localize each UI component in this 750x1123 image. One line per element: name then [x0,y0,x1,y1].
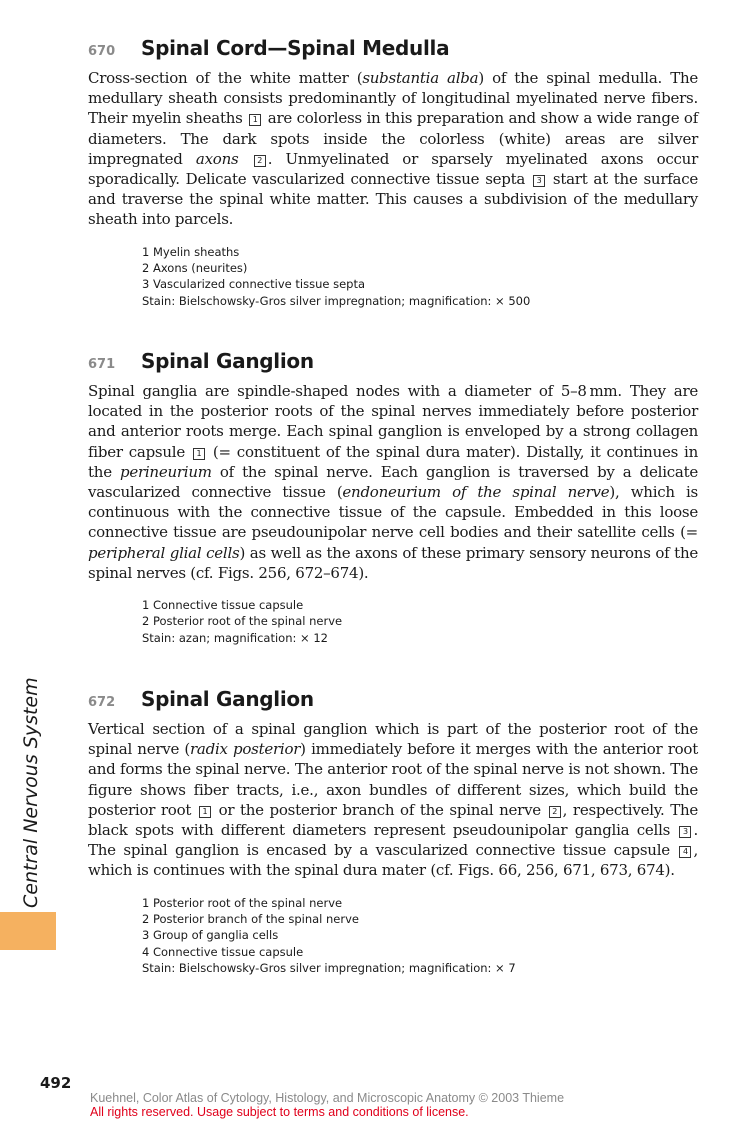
figure-number: 670 [88,44,116,59]
legend-stain: Stain: azan; magnification: × 12 [142,630,328,645]
section-paragraph: Cross-section of the white matter (substantia alba) of the spinal medulla. The medullary sheath consists predominantly of longitudinal myelinated nerve fibers. Their myelin sheaths 1 are colorless in this preparation and show a wide range of diameters. The dark spots inside the colorless (white) areas are silver impregnated axons 2 . Unmyelinated or sparsely myelinated axons occur sporadically. Delicate vascularized connective tissue septa 3 start at the surface and traverse the spinal white matter. This causes a subdivision of the medullary sheath into parcels. [88,69,699,229]
copyright-footer [90,1091,564,1119]
callout-number: 2 [254,155,266,167]
legend-item: 2 Posterior branch of the spinal nerve [142,911,359,926]
section-671 [88,349,698,646]
legend-item: 3 Group of ganglia cells [142,928,279,943]
callout-number: 2 [549,806,561,818]
legend-item: 2 Posterior root of the spinal nerve [142,614,343,629]
callout-number: 1 [193,448,205,460]
footer-citation: Kuehnel, Color Atlas of Cytology, Histology, and Microscopic Anatomy © 2003 Thieme [90,1091,565,1105]
figure-number: 671 [88,357,116,372]
section-670 [88,36,698,309]
section-title: Spinal Cord—Spinal Medulla [141,36,450,60]
legend-stain: Stain: Bielschowsky-Gros silver impregnation; magnification: × 7 [142,960,516,975]
figure-legend [142,244,698,309]
figure-legend [142,597,698,646]
page-number: 492 [40,1074,72,1092]
legend-item: 1 Connective tissue capsule [142,598,304,613]
legend-item: 2 Axons (neurites) [142,260,248,275]
figure-number: 672 [88,695,116,710]
callout-number: 1 [199,806,211,818]
legend-item: 3 Vascularized connective tissue septa [142,277,366,292]
section-title: Spinal Ganglion [141,349,314,373]
section-heading [88,36,698,60]
legend-item: 1 Posterior root of the spinal nerve [142,895,343,910]
callout-number: 3 [679,826,691,838]
legend-stain: Stain: Bielschowsky-Gros silver impregnation; magnification: × 500 [142,293,531,308]
section-heading [88,349,698,373]
legend-item: 1 Myelin sheaths [142,244,240,259]
chapter-tab [0,912,56,950]
section-672 [88,687,698,976]
figure-legend [142,895,698,976]
callout-number: 3 [533,175,545,187]
section-paragraph: Vertical section of a spinal ganglion which is part of the posterior root of the spinal nerve (radix posterior) immediately before it merges with the anterior root and forms the spinal nerve. The anterior root of the spinal nerve is not shown. The figure shows fiber tracts, i.e., axon bundles of different sizes, which build the posterior root 1 or the posterior branch of the spinal nerve 2 , respectively. The black spots with different diameters represent pseudounipolar ganglia cells 3 . The spinal ganglion is encased by a vascularized connective tissue capsule 4 , which is continues with the spinal dura mater (cf. Figs. 66, 256, 671, 673, 674). [88,720,699,880]
section-heading [88,687,698,711]
section-title: Spinal Ganglion [141,687,314,711]
callout-number: 4 [679,846,691,858]
section-paragraph: Spinal ganglia are spindle-shaped nodes with a diameter of 5–8 mm. They are located in the posterior roots of the spinal nerves immediately before posterior and anterior roots merge. Each spinal ganglion is enveloped by a strong collagen fiber capsule 1 (= constituent of the spinal dura mater). Distally, it continues in the perineurium of the spinal nerve. Each ganglion is traversed by a delicate vascularized connective tissue (endoneurium of the spinal nerve), which is continuous with the connective tissue of the capsule. Embedded in this loose connective tissue are pseudounipolar nerve cell bodies and their satellite cells (= peripheral glial cells) as well as the axons of these primary sensory neurons of the spinal nerves (cf. Figs. 256, 672–674). [88,382,699,582]
callout-number: 1 [249,114,261,126]
footer-license: All rights reserved. Usage subject to terms and conditions of license. [90,1105,469,1119]
chapter-side-title: Central Nervous System [20,677,42,908]
legend-item: 4 Connective tissue capsule [142,944,304,959]
